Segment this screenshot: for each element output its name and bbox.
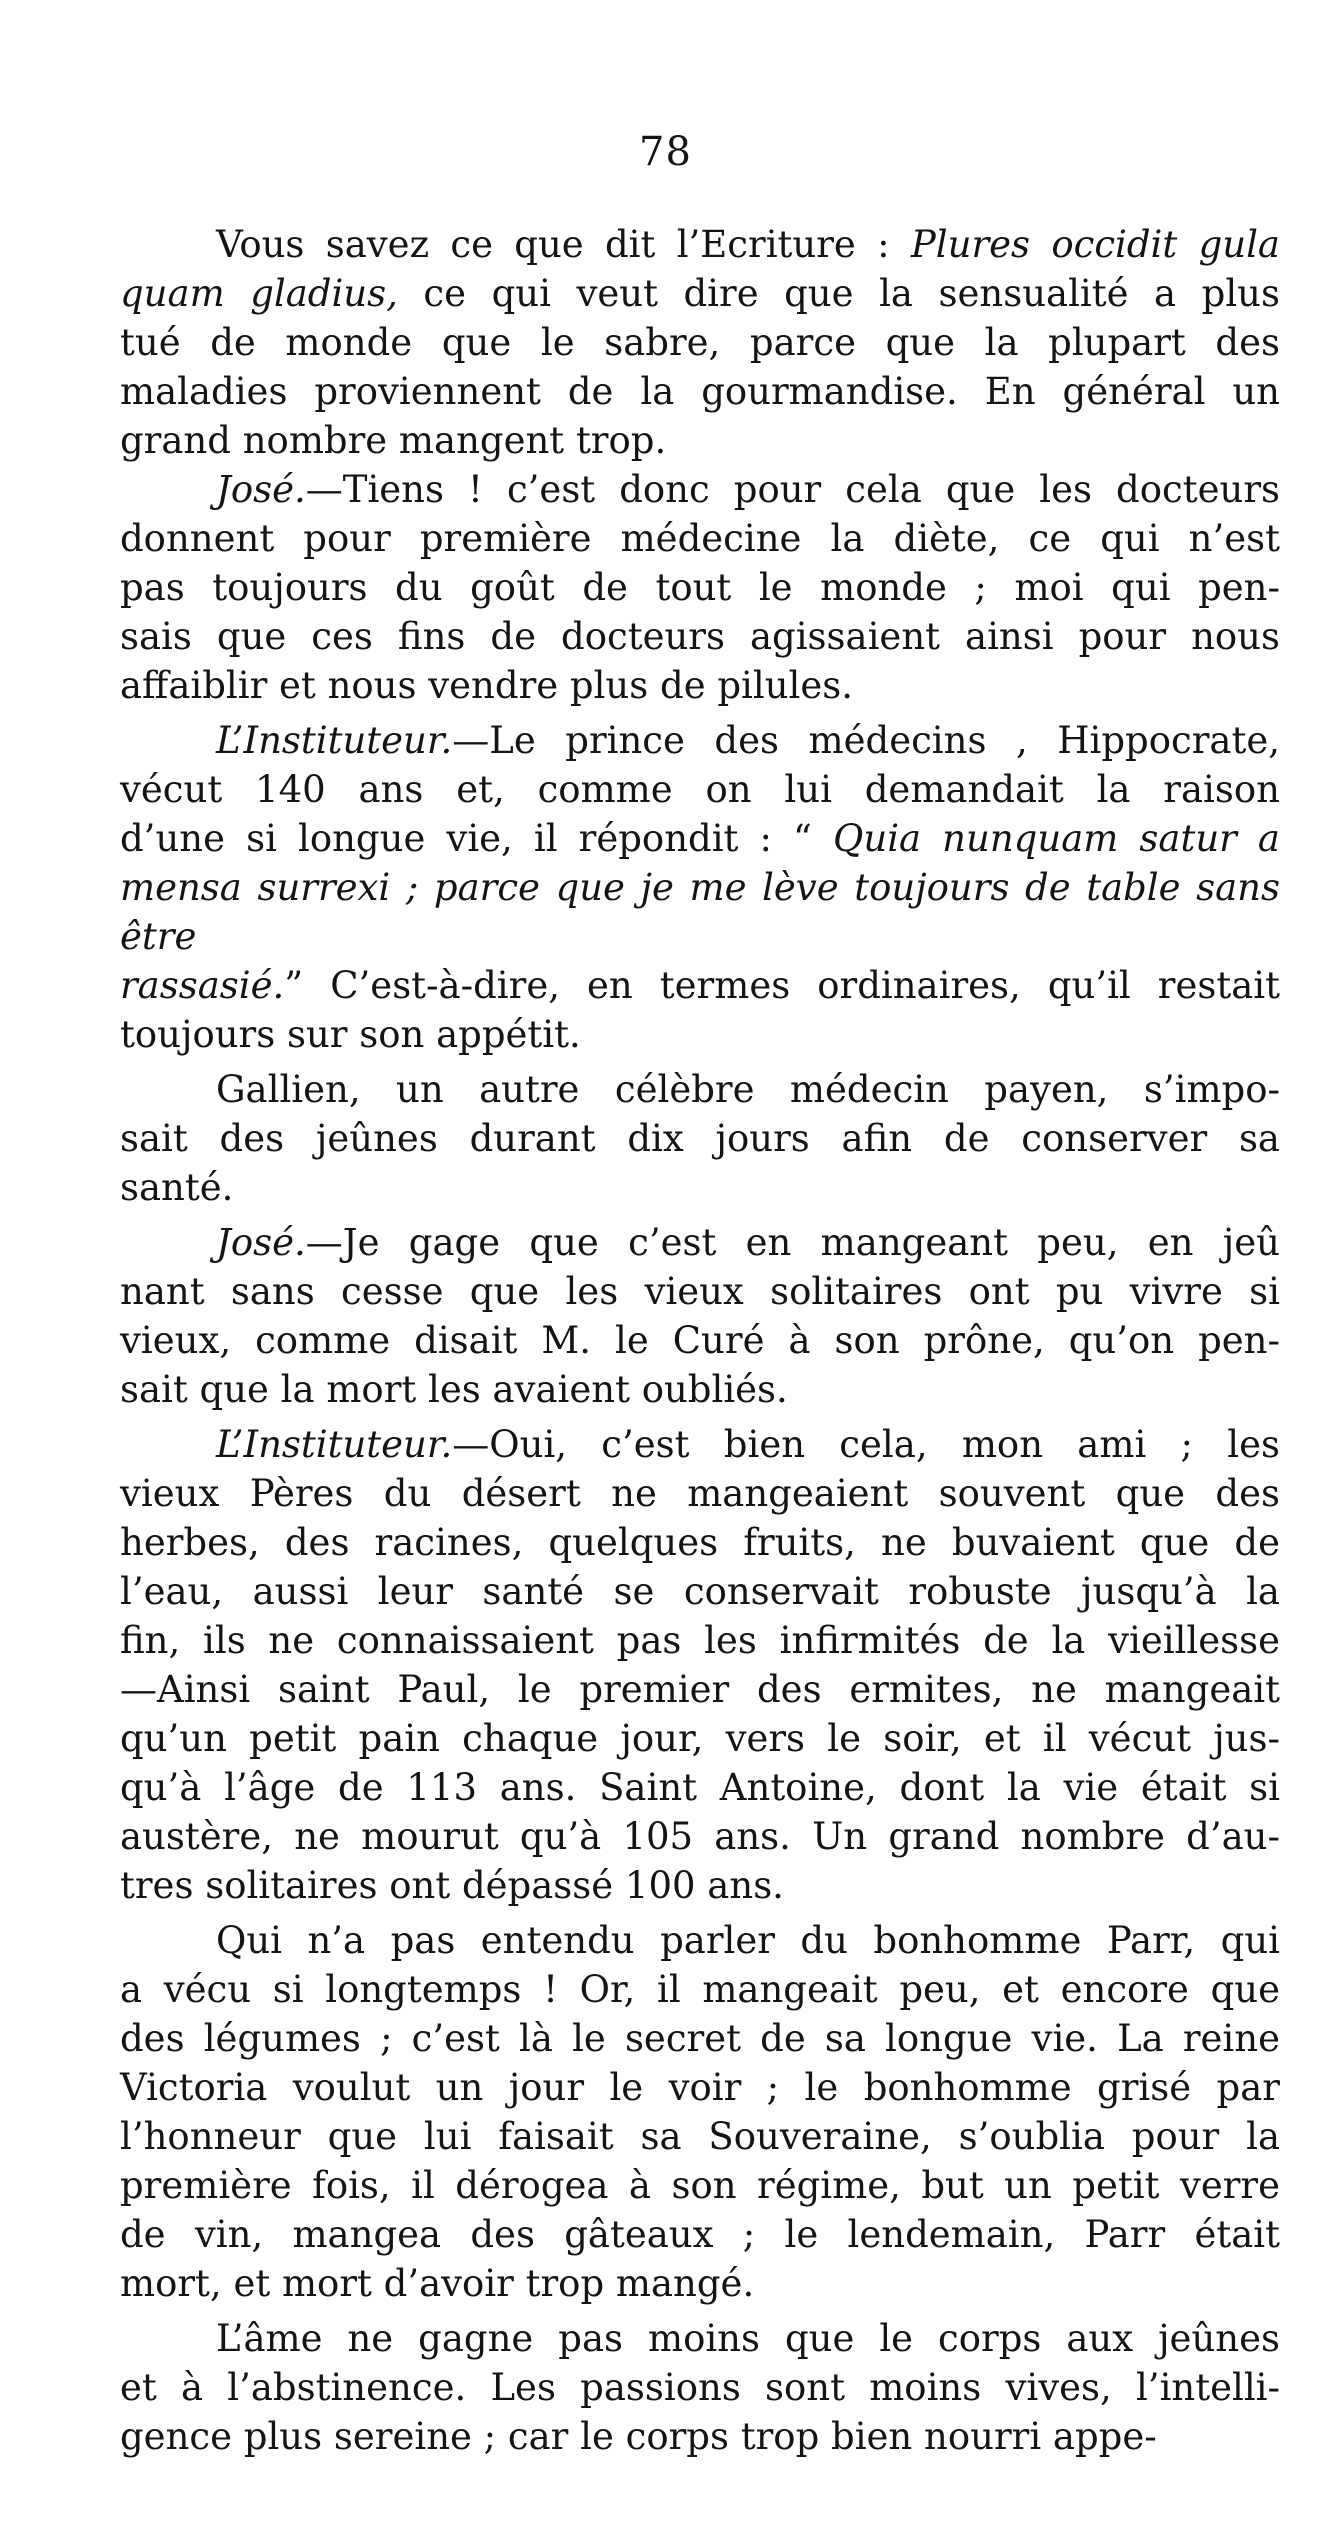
italic-text: L’Instituteur. [216,719,453,762]
paragraph [120,220,1280,465]
paragraph [120,1065,1280,1212]
text-run: L’âme ne gagne pas moins que le corps aux jeûnes [216,2317,1280,2360]
text-line [120,1267,1280,1316]
text-run: affaiblir et nous vendre plus de pilules. [120,664,854,707]
text-line [120,1365,1280,1414]
paragraph [120,716,1280,1059]
text-line [120,2259,1280,2308]
text-run: nant sans cesse que les vieux solitaires ont pu vivre si [120,1270,1280,1313]
italic-text: mensa surrexi ; parce que je me lève toujours de table sans être [120,866,1280,958]
text-run: Qui n’a pas entendu parler du bonhomme Parr, qui [216,1919,1280,1962]
text-run: tué de monde que le sabre, parce que la plupart des [120,321,1280,364]
text-line [120,1065,1280,1114]
text-run: sais que ces fins de docteurs agissaient ainsi pour nous [120,615,1280,658]
text-line [120,814,1280,863]
text-line [120,2161,1280,2210]
text-run: Vous savez ce que dit l’Ecriture : [216,223,911,266]
text-run: —Oui, c’est bien cela, mon ami ; les [452,1423,1280,1466]
italic-text: José. [216,468,306,511]
text-line [120,1010,1280,1059]
text-line [120,612,1280,661]
text-line [120,1616,1280,1665]
text-run: des légumes ; c’est là le secret de sa longue vie. La reine [120,2017,1280,2060]
paragraph [120,465,1280,710]
text-run: ” C’est-à-dire, en termes ordinaires, qu’il restait [284,964,1280,1007]
text-line [120,716,1280,765]
text-line [120,1665,1280,1714]
text-line [120,1812,1280,1861]
text-line [120,465,1280,514]
text-run: qu’un petit pain chaque jour, vers le soir, et il vécut jus- [120,1717,1280,1760]
text-run: vécut 140 ans et, comme on lui demandait la raison [120,768,1280,811]
text-run: d’une si longue vie, il répondit : “ [120,817,834,860]
text-run: —Ainsi saint Paul, le premier des ermites, ne mangeait [120,1668,1280,1711]
italic-text: José. [216,1221,306,1264]
text-run: grand nombre mangent trop. [120,419,667,462]
text-run: ce qui veut dire que la sensualité a plus [397,272,1280,315]
text-run: a vécu si longtemps ! Or, il mangeait peu, et encore que [120,1968,1280,2011]
text-run: mort, et mort d’avoir trop mangé. [120,2262,755,2305]
text-run: Gallien, un autre célèbre médecin payen, s’impo- [216,1068,1280,1111]
text-run: pas toujours du goût de tout le monde ; moi qui pen- [120,566,1280,609]
text-run: vieux Pères du désert ne mangeaient souvent que des [120,1472,1280,1515]
italic-text: Quia nunquam satur a [833,817,1280,860]
text-line [120,1965,1280,2014]
italic-text: Plures occidit gula [910,223,1280,266]
text-line [120,2112,1280,2161]
paragraph [120,2314,1280,2461]
text-run: santé. [120,1166,234,1209]
text-run: Victoria voulut un jour le voir ; le bonhomme grisé par [120,2066,1280,2109]
text-line [120,863,1280,961]
page-number: 78 [639,129,692,175]
italic-text: rassasié. [120,964,285,1007]
text-run: tres solitaires ont dépassé 100 ans. [120,1864,784,1907]
text-run: maladies proviennent de la gourmandise. En général un [120,370,1280,413]
paragraph [120,1218,1280,1414]
text-run: herbes, des racines, quelques fruits, ne buvaient que de [120,1521,1280,1564]
text-run: donnent pour première médecine la diète, ce qui n’est [120,517,1280,560]
italic-text: quam gladius, [120,272,398,315]
text-line [120,961,1280,1010]
text-run: première fois, il dérogea à son régime, but un petit verre [120,2164,1280,2207]
text-run: sait des jeûnes durant dix jours afin de conserver sa [120,1117,1280,1160]
text-run: de vin, mangea des gâteaux ; le lendemain, Parr était [120,2213,1280,2256]
text-run: et à l’abstinence. Les passions sont moins vives, l’intelli- [120,2366,1280,2409]
text-run: l’eau, aussi leur santé se conservait robuste jusqu’à la [120,1570,1280,1613]
body-text [120,220,1280,2461]
text-line [120,416,1280,465]
italic-text: L’Instituteur. [216,1423,453,1466]
text-line [120,2314,1280,2363]
text-line [120,1916,1280,1965]
text-run: —Je gage que c’est en mangeant peu, en jeû [305,1221,1280,1264]
text-line [120,1518,1280,1567]
text-line [120,2363,1280,2412]
text-line [120,563,1280,612]
text-line [120,1316,1280,1365]
text-line [120,1763,1280,1812]
text-line [120,2014,1280,2063]
text-line [120,2210,1280,2259]
text-line [120,1567,1280,1616]
text-run: l’honneur que lui faisait sa Souveraine, s’oublia pour la [120,2115,1280,2158]
text-line [120,1163,1280,1212]
text-run: —Tiens ! c’est donc pour cela que les docteurs [305,468,1280,511]
text-line [120,661,1280,710]
text-line [120,1469,1280,1518]
text-line [120,318,1280,367]
text-line [120,1218,1280,1267]
text-line [120,1114,1280,1163]
text-run: qu’à l’âge de 113 ans. Saint Antoine, dont la vie était si [120,1766,1280,1809]
text-line [120,269,1280,318]
text-line [120,765,1280,814]
text-line [120,367,1280,416]
text-run: —Le prince des médecins , Hippocrate, [452,719,1280,762]
text-line [120,1420,1280,1469]
text-line [120,2063,1280,2112]
text-line [120,2412,1280,2461]
text-run: fin, ils ne connaissaient pas les infirmités de la vieillesse [120,1619,1280,1662]
text-line [120,220,1280,269]
text-run: austère, ne mourut qu’à 105 ans. Un grand nombre d’au- [120,1815,1280,1858]
paragraph [120,1420,1280,1910]
text-line [120,1714,1280,1763]
text-line [120,514,1280,563]
text-run: toujours sur son appétit. [120,1013,581,1056]
text-run: sait que la mort les avaient oubliés. [120,1368,788,1411]
text-run: gence plus sereine ; car le corps trop bien nourri appe- [120,2415,1157,2458]
text-line [120,1861,1280,1910]
text-run: vieux, comme disait M. le Curé à son prône, qu’on pen- [120,1319,1280,1362]
paragraph [120,1916,1280,2308]
